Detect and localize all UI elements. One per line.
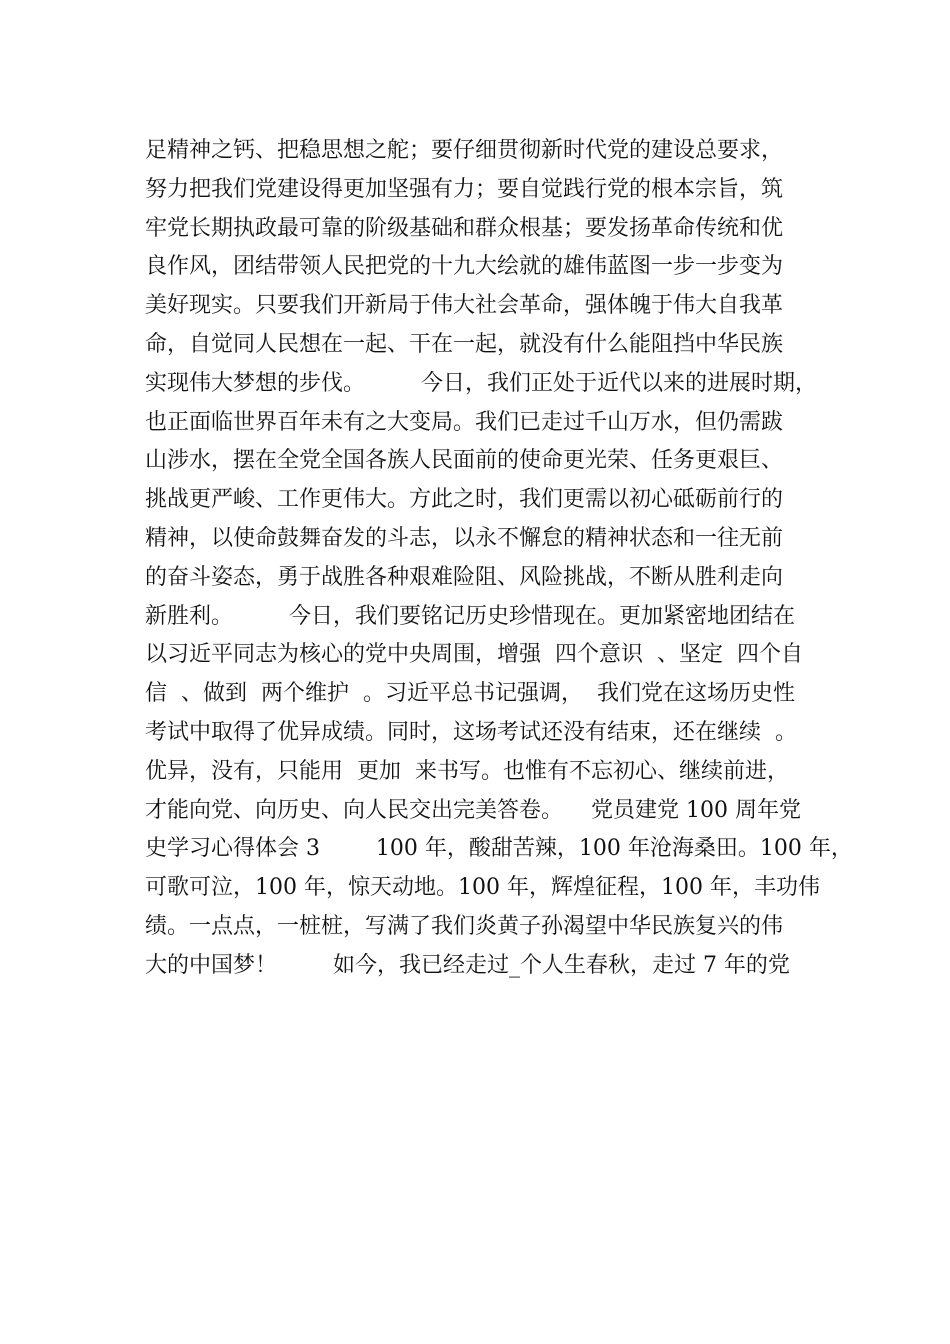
text-line: 的奋斗姿态，勇于战胜各种艰难险阻、风险挑战，不断从胜利走向 — [145, 564, 784, 590]
text-line: 新胜利。 今日，我们要铭记历史珍惜现在。更加紧密地团结在 — [145, 603, 795, 629]
text-line: 绩。一点点，一桩桩，写满了我们炎黄子孙渴望中华民族复兴的伟 — [145, 913, 784, 939]
text-line: 精神，以使命鼓舞奋发的斗志，以永不懈怠的精神状态和一往无前 — [145, 525, 784, 551]
text-line: 足精神之钙、把稳思想之舵；要仔细贯彻新时代党的建设总要求， — [145, 138, 784, 163]
text-line: 命，自觉同人民想在一起、干在一起，就没有什么能阻挡中华民族 — [145, 331, 784, 357]
text-line: 努力把我们党建设得更加坚强有力；要自觉践行党的根本宗旨，筑 — [145, 176, 784, 202]
body-text — [145, 132, 853, 986]
text-line: 山涉水，摆在全党全国各族人民面前的使命更光荣、任务更艰巨、 — [145, 448, 784, 474]
text-line: 牢党长期执政最可靠的阶级基础和群众根基；要发扬革命传统和优 — [145, 215, 784, 241]
text-line: 也正面临世界百年未有之大变局。我们已走过千山万水，但仍需跋 — [145, 409, 784, 435]
text-line: 才能向党、向历史、向人民交出完美答卷。 党员建党 100 周年党 — [145, 797, 801, 823]
text-line: 实现伟大梦想的步伐。 今日，我们正处于近代以来的进展时期， — [145, 370, 817, 396]
text-line: 信 、做到 两个维护 。习近平总书记强调， 我们党在这场历史性 — [145, 681, 795, 707]
text-line: 优异，没有，只能用 更加 来书写。也惟有不忘初心、继续前进， — [145, 758, 789, 784]
text-line: 良作风，团结带领人民把党的十九大绘就的雄伟蓝图一步一步变为 — [145, 254, 784, 280]
text-line: 史学习心得体会 3 100 年，酸甜苦辣，100 年沧海桑田。100 年， — [145, 836, 853, 862]
text-line: 可歌可泣，100 年，惊天动地。100 年，辉煌征程，100 年，丰功伟 — [145, 875, 820, 901]
text-line: 挑战更严峻、工作更伟大。方此之时，我们更需以初心砥砺前行的 — [145, 487, 784, 513]
text-line: 以习近平同志为核心的党中央周围，增强 四个意识 、坚定 四个自 — [145, 642, 803, 668]
text-line: 大的中国梦！ 如今，我已经走过_个人生春秋，走过 7 年的党 — [145, 952, 790, 978]
text-line: 考试中取得了优异成绩。同时，这场考试还没有结束，还在继续 。 — [145, 719, 797, 745]
text-line: 美好现实。只要我们开新局于伟大社会革命，强体魄于伟大自我革 — [145, 293, 784, 319]
